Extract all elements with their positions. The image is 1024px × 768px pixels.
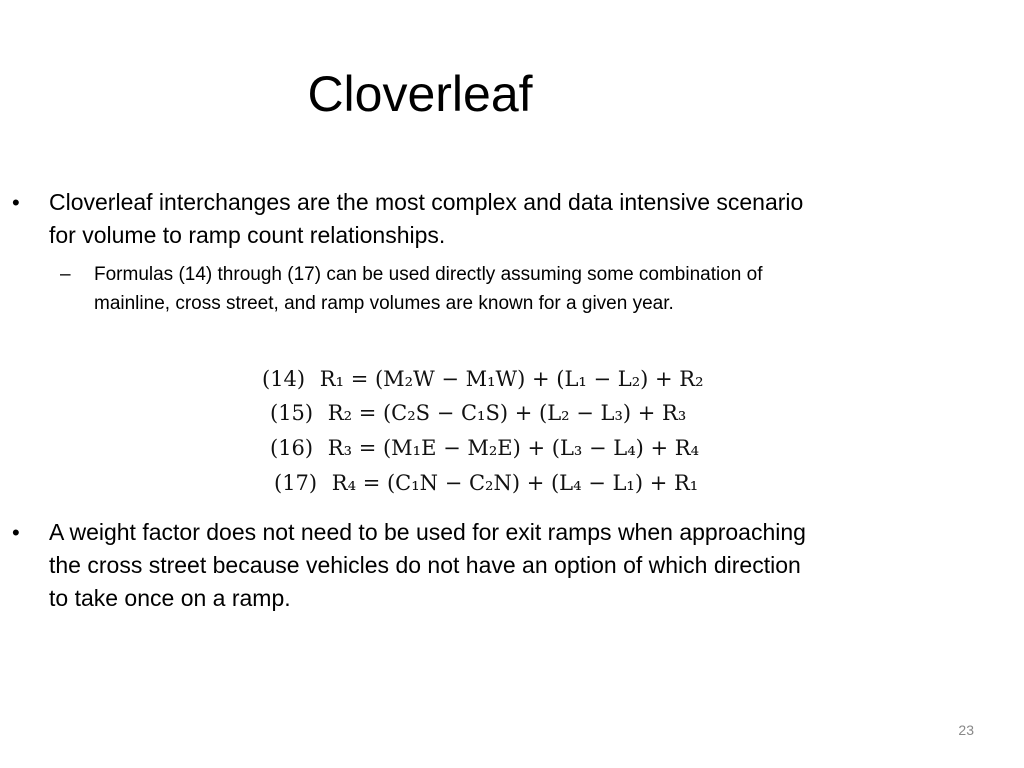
formula-number: (16) xyxy=(270,436,314,460)
formula-number: (15) xyxy=(270,401,314,425)
bullet-text: A weight factor does not need to be used for exit ramps when approaching the cross street because vehicles do not have an option of which direction to take once on a ramp. xyxy=(49,519,806,611)
formula-row xyxy=(274,466,698,500)
page-number: 23 xyxy=(958,722,974,738)
bullet-text: Cloverleaf interchanges are the most complex and data intensive scenario for volume to ramp count relationships. xyxy=(49,189,804,248)
formula-row xyxy=(270,396,686,430)
sub-bullet-marker: – xyxy=(60,264,71,285)
formula-number: (17) xyxy=(274,471,318,495)
formula-expression: R₄ = (C₁N − C₂N) + (L₄ − L₁) + R₁ xyxy=(331,471,699,495)
bullet-marker: • xyxy=(12,520,20,545)
formula-row xyxy=(262,362,704,396)
bullet-marker: • xyxy=(12,190,20,215)
bullet-item xyxy=(12,516,812,616)
slide-title: Cloverleaf xyxy=(307,66,533,122)
sub-bullet-text: Formulas (14) through (17) can be used directly assuming some combination of mainline, cross street, and ramp volumes are known for a given year. xyxy=(94,264,763,314)
formula-expression: R₁ = (M₂W − M₁W) + (L₁ − L₂) + R₂ xyxy=(319,367,704,391)
formula-expression: R₂ = (C₂S − C₁S) + (L₂ − L₃) + R₃ xyxy=(327,401,687,425)
formula-expression: R₃ = (M₁E − M₂E) + (L₃ − L₄) + R₄ xyxy=(327,436,699,460)
formula-block xyxy=(258,362,728,506)
formula-number: (14) xyxy=(262,367,306,391)
bullet-item xyxy=(12,186,812,256)
formula-row xyxy=(270,431,699,465)
